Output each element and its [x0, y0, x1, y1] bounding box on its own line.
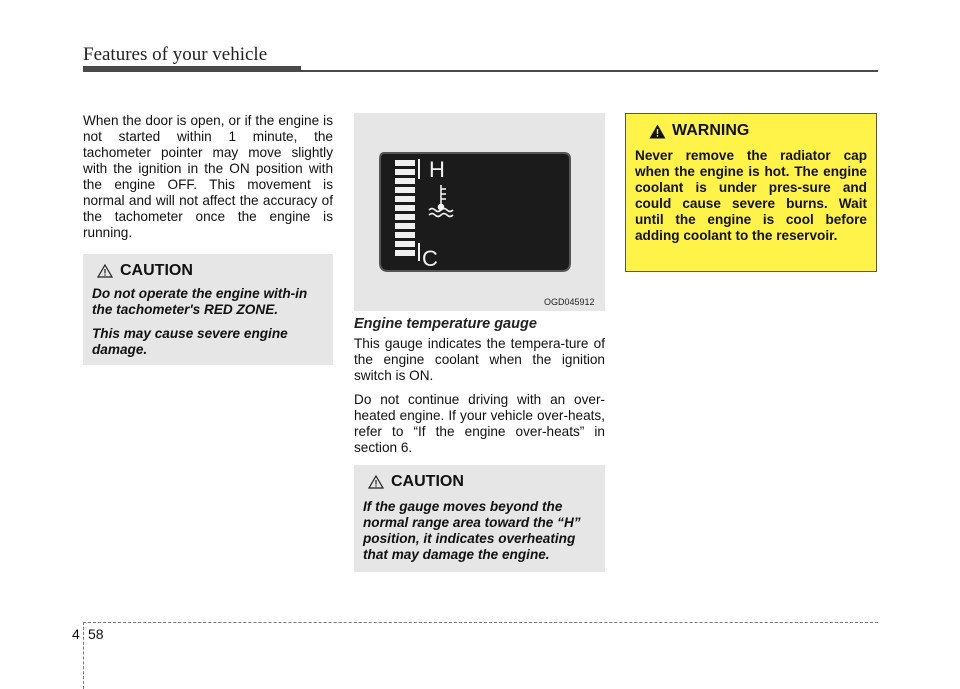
left-column: [83, 113, 333, 249]
warning-box-radiator: [625, 113, 877, 272]
caution-header: [97, 262, 324, 280]
caution-triangle-icon: [97, 264, 113, 278]
page-number: 58: [88, 626, 104, 642]
caution-body: [363, 499, 596, 563]
caution-title: CAUTION: [120, 262, 193, 279]
caution-body: [92, 286, 324, 358]
caution-line-1: Do not operate the engine with-in the tachometer's RED ZONE.: [92, 286, 308, 317]
caution-header: [368, 473, 596, 491]
tachometer-paragraph: When the door is open, or if the engine is not started within 1 minute, the tachometer pointer may move slightly with the ignition in the ON position with the engine OFF. This movement is normal and will not affect the accuracy of the tachometer once the engine is running.: [83, 113, 333, 240]
gauge-cold-label: C: [422, 246, 438, 271]
gauge-paragraph-1: This gauge indicates the tempera-ture of the engine coolant when the ignition switch is ON.: [354, 336, 605, 383]
caution-box-overheating: [354, 465, 605, 572]
header-rule: [83, 70, 878, 72]
warning-text: Never remove the radiator cap when the engine is hot. The engine coolant is under pres-sure and could cause severe burns. Wait until the engine is cool before adding coolant to the reservoir.: [635, 148, 867, 243]
gauge-paragraph-2: Do not continue driving with an over-heated engine. If your vehicle over-heats, refer to “If the engine over-heats” in section 6.: [354, 392, 605, 455]
section-number: 4: [72, 626, 80, 642]
warning-triangle-icon: [649, 124, 666, 139]
footer-rule: [83, 622, 878, 623]
footer-divider: [83, 622, 84, 689]
caution-triangle-icon: [368, 475, 384, 489]
warning-title: WARNING: [672, 122, 750, 139]
page-header-title: Features of your vehicle: [83, 44, 268, 65]
caution-line-2: This may cause severe engine damage.: [92, 326, 288, 357]
temperature-gauge-illustration: [354, 113, 605, 311]
gauge-hot-label: H: [429, 157, 445, 182]
gauge-drawing: [354, 113, 605, 311]
warning-header: [649, 122, 867, 140]
caution-box-tachometer: [83, 254, 333, 365]
image-code: OGD045912: [544, 297, 595, 307]
caution-text: If the gauge moves beyond the normal range area toward the “H” position, it indicates overheating that may damage the engine.: [363, 499, 581, 562]
section-subheading: Engine temperature gauge: [354, 316, 537, 332]
middle-column-text: [354, 336, 605, 464]
caution-title: CAUTION: [391, 473, 464, 490]
